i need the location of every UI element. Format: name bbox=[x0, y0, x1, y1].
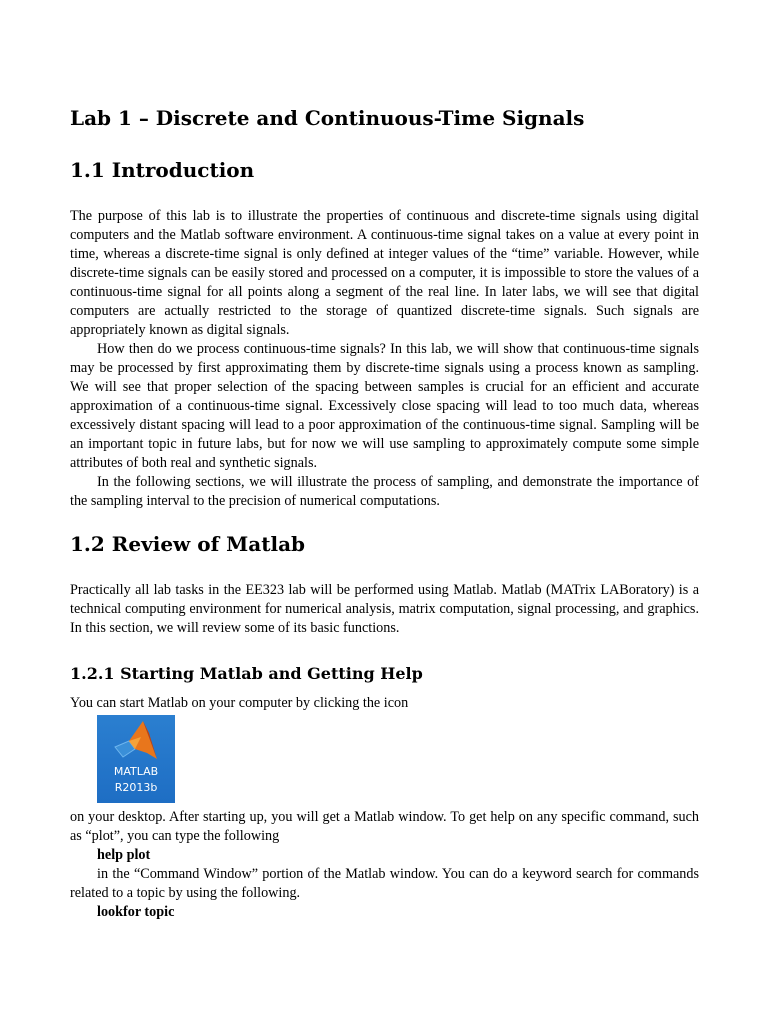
icon-label-version: R2013b bbox=[114, 781, 158, 794]
matlab-icon bbox=[97, 715, 175, 803]
icon-label-matlab: MATLAB bbox=[113, 765, 159, 778]
starting-paragraph-1: You can start Matlab on your computer by clicking the icon bbox=[70, 695, 409, 711]
intro-paragraph-2: How then do we process continuous-time signals? In this lab, we will show that continuous-time signals may be processed by first approximating them by discrete-time signals using a process known as sampling. We will see that proper selection of the spacing between samples is crucial for an efficient and accurate approximation of a continuous-time signal. Excessively close spacing will lead to too much data, whereas excessively distant spacing will lead to a poor approximation of the continuous-time signal. Sampling will be an important topic in future labs, but for now we will use sampling to approximately compute some simple attributes of both real and synthetic signals. bbox=[70, 341, 699, 471]
subsection-heading-starting-matlab: 1.2.1 Starting Matlab and Getting Help bbox=[70, 664, 423, 683]
command-lookfor-topic: lookfor topic bbox=[97, 904, 175, 920]
section-heading-introduction: 1.1 Introduction bbox=[70, 158, 255, 182]
intro-paragraph-3: In the following sections, we will illustrate the process of sampling, and demonstrate the importance of the sampling interval to the precision of numerical computations. bbox=[70, 474, 699, 509]
intro-paragraph-1: The purpose of this lab is to illustrate the properties of continuous and discrete-time signals using digital computers and the Matlab software environment. A continuous-time signal takes on a value at every point in time, whereas a discrete-time signal is only defined at integer values of the “time” variable. However, while discrete-time signals can be easily stored and processed on a computer, it is impossible to store the values of a continuous-time signal for all points along a segment of the real line. In later labs, we will see that digital computers are actually restricted to the storage of quantized discrete-time signals. Such signals are appropriately known as digital signals. bbox=[70, 208, 699, 338]
matlab-logo-icon bbox=[111, 719, 161, 767]
review-paragraph: Practically all lab tasks in the EE323 lab will be performed using Matlab. Matlab (MATrix LABoratory) is a technical computing environment for numerical analysis, matrix computation, signal processing, and graphics. In this section, we will review some of its basic functions. bbox=[70, 582, 699, 636]
starting-paragraph-3: in the “Command Window” portion of the Matlab window. You can do a keyword search for commands related to a topic by using the following. bbox=[70, 866, 699, 901]
starting-paragraph-2: on your desktop. After starting up, you will get a Matlab window. To get help on any specific command, such as “plot”, you can type the following bbox=[70, 809, 699, 844]
command-help-plot: help plot bbox=[97, 847, 151, 863]
section-heading-review-matlab: 1.2 Review of Matlab bbox=[70, 532, 306, 556]
document-title: Lab 1 – Discrete and Continuous-Time Signals bbox=[70, 106, 585, 130]
